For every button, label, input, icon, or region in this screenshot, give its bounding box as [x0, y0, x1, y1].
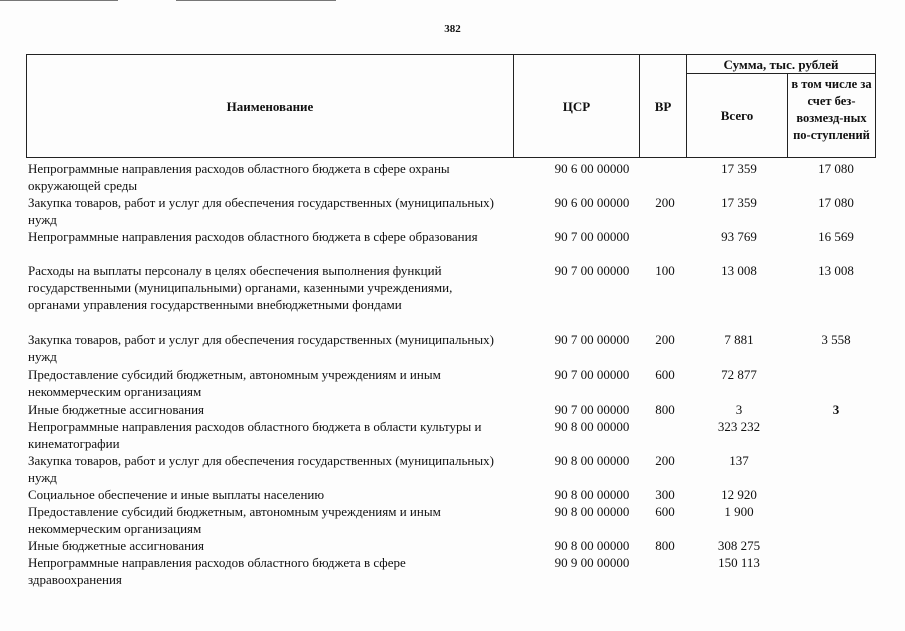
row-vr: 600 [655, 367, 675, 382]
row-vr: 800 [655, 402, 675, 417]
row-csr: 90 8 00 00000 [554, 419, 630, 434]
top-edge-rule [176, 0, 336, 1]
row-csr: 90 6 00 00000 [554, 161, 630, 176]
row-name: Иные бюджетные ассигнования [28, 538, 205, 553]
page-number: 382 [444, 23, 461, 35]
row-vr: 200 [655, 453, 675, 468]
row-name: Социальное обеспечение и иные выплаты населению [28, 487, 325, 502]
header-name: Наименование [226, 98, 314, 114]
row-name: Непрограммные направления расходов областного бюджета в сфере охраны окружающей среды [28, 161, 450, 193]
row-name: Закупка товаров, работ и услуг для обеспечения государственных (муниципальных) нужд [28, 453, 494, 485]
row-vr: 200 [655, 332, 675, 347]
row-csr: 90 6 00 00000 [554, 195, 630, 210]
row-csr: 90 8 00 00000 [554, 538, 630, 553]
row-total: 93 769 [721, 229, 757, 244]
row-free: 16 569 [818, 229, 854, 244]
row-total: 3 [735, 402, 743, 417]
row-name: Расходы на выплаты персоналу в целях обеспечения выполнения функций государственными (муниципальными) органами, казенными учреждениями, органами управления государственными внебюджетными фондами [28, 263, 453, 312]
row-total: 150 113 [718, 555, 760, 570]
row-total: 72 877 [721, 367, 757, 382]
row-vr: 300 [655, 487, 675, 502]
row-total: 17 359 [721, 161, 757, 176]
row-csr: 90 7 00 00000 [554, 402, 630, 417]
header-csr: ЦСР [562, 98, 591, 114]
table-header [26, 54, 876, 158]
row-csr: 90 7 00 00000 [554, 229, 630, 244]
row-name: Непрограммные направления расходов областного бюджета в сфере образования [28, 229, 478, 244]
row-free: 3 [832, 402, 840, 417]
row-name: Непрограммные направления расходов областного бюджета в области культуры и кинематографии [28, 419, 482, 451]
row-csr: 90 8 00 00000 [554, 504, 630, 519]
header-total: Всего [720, 108, 754, 123]
row-total: 308 275 [717, 538, 761, 553]
row-name: Предоставление субсидий бюджетным, автономным учреждениям и иным некоммерческим организациям [28, 504, 441, 536]
row-name: Закупка товаров, работ и услуг для обеспечения государственных (муниципальных) нужд [28, 332, 494, 364]
header-vr: ВР [654, 98, 672, 114]
row-total: 13 008 [721, 263, 757, 278]
row-free: 17 080 [818, 161, 854, 176]
row-csr: 90 7 00 00000 [554, 263, 630, 278]
row-vr: 200 [655, 195, 675, 210]
top-edge-rule [0, 0, 118, 1]
row-total: 17 359 [721, 195, 757, 210]
row-total: 12 920 [721, 487, 757, 502]
row-vr: 100 [655, 263, 675, 278]
row-csr: 90 9 00 00000 [554, 555, 630, 570]
row-free: 13 008 [818, 263, 854, 278]
row-free: 3 558 [821, 332, 851, 347]
row-total: 1 900 [724, 504, 754, 519]
row-total: 137 [729, 453, 749, 468]
row-csr: 90 8 00 00000 [554, 487, 630, 502]
row-total: 323 232 [717, 419, 761, 434]
row-csr: 90 7 00 00000 [554, 367, 630, 382]
row-free: 17 080 [818, 195, 854, 210]
row-total: 7 881 [724, 332, 754, 347]
row-vr: 600 [655, 504, 675, 519]
row-name: Закупка товаров, работ и услуг для обеспечения государственных (муниципальных) нужд [28, 195, 494, 227]
header-including-free: в том числе за счет без-возмезд-ных по-ступлений [791, 77, 872, 142]
row-vr: 800 [655, 538, 675, 553]
row-name: Непрограммные направления расходов областного бюджета в сфере здравоохранения [28, 555, 406, 587]
row-name: Предоставление субсидий бюджетным, автономным учреждениям и иным некоммерческим организациям [28, 367, 441, 399]
row-csr: 90 8 00 00000 [554, 453, 630, 468]
row-name: Иные бюджетные ассигнования [28, 402, 205, 417]
header-sum-group: Сумма, тыс. рублей [723, 56, 839, 72]
row-csr: 90 7 00 00000 [554, 332, 630, 347]
